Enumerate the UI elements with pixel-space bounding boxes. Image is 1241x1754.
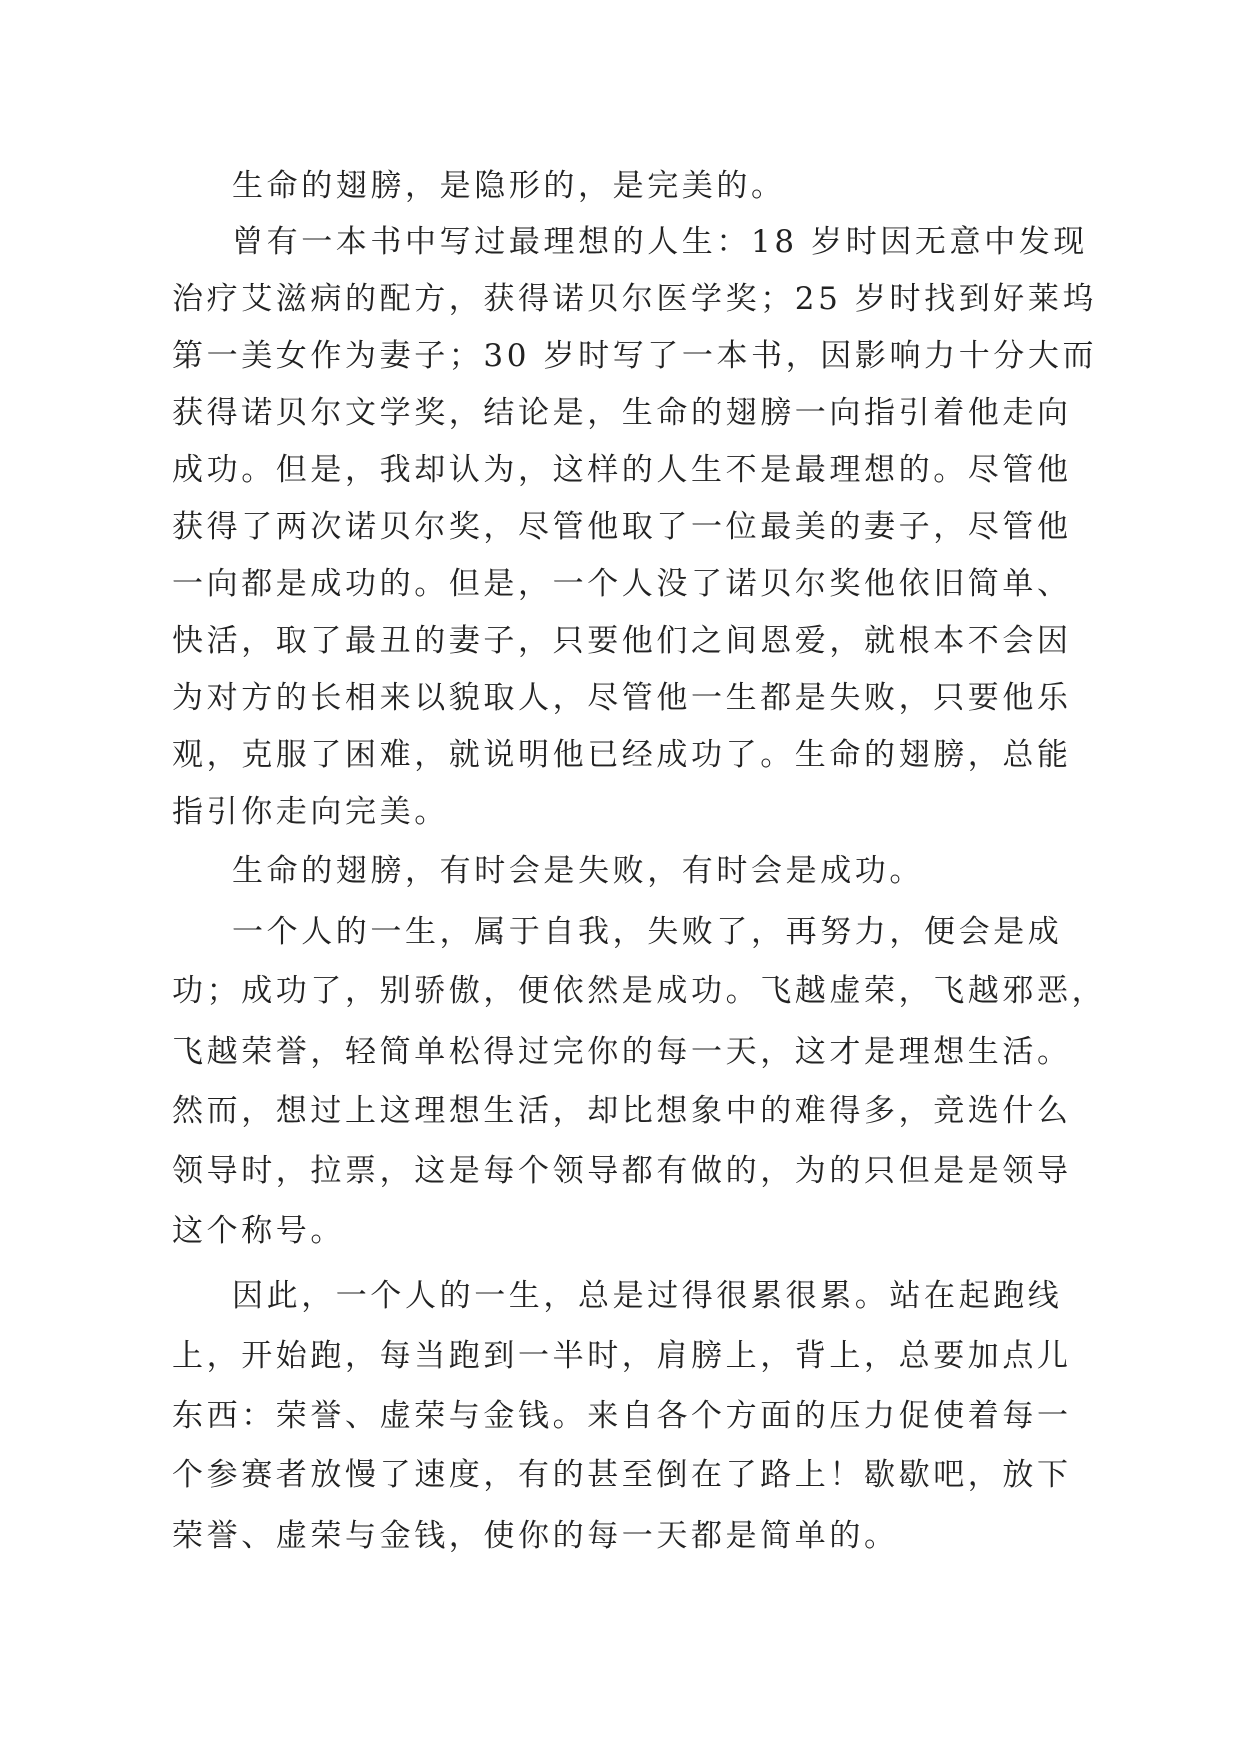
text-line: 成功。但是，我却认为，这样的人生不是最理想的。尽管他 [172,452,1072,488]
text-line: 指引你走向完美。 [172,794,449,830]
text-line: 曾有一本书中写过最理想的人生：18 岁时因无意中发现 [232,224,1088,260]
text-line: 领导时，拉票，这是每个领导都有做的，为的只但是是领导 [172,1153,1072,1189]
text-line: 功；成功了，别骄傲，便依然是成功。飞越虚荣，飞越邪恶， [172,973,1107,1009]
text-line: 观，克服了困难，就说明他已经成功了。生命的翅膀，总能 [172,737,1072,773]
text-line: 荣誉、虚荣与金钱，使你的每一天都是简单的。 [172,1518,899,1554]
text-line: 因此，一个人的一生，总是过得很累很累。站在起跑线 [232,1278,1063,1314]
text-line: 生命的翅膀，有时会是失败，有时会是成功。 [232,853,924,889]
text-line: 个参赛者放慢了速度，有的甚至倒在了路上！歇歇吧，放下 [172,1457,1072,1493]
text-line: 飞越荣誉，轻简单松得过完你的每一天，这才是理想生活。 [172,1034,1072,1070]
text-line: 第一美女作为妻子；30 岁时写了一本书，因影响力十分大而 [172,338,1098,374]
text-line: 治疗艾滋病的配方，获得诺贝尔医学奖；25 岁时找到好莱坞 [172,281,1098,317]
text-line: 为对方的长相来以貌取人，尽管他一生都是失败，只要他乐 [172,680,1072,716]
text-line: 快活，取了最丑的妻子，只要他们之间恩爱，就根本不会因 [172,623,1072,659]
text-line: 获得诺贝尔文学奖，结论是，生命的翅膀一向指引着他走向 [172,395,1072,431]
text-line: 然而，想过上这理想生活，却比想象中的难得多，竞选什么 [172,1093,1072,1129]
text-line: 上，开始跑，每当跑到一半时，肩膀上，背上，总要加点儿 [172,1338,1072,1374]
text-line: 获得了两次诺贝尔奖，尽管他取了一位最美的妻子，尽管他 [172,509,1072,545]
text-line: 这个称号。 [172,1213,345,1249]
text-line: 生命的翅膀，是隐形的，是完美的。 [232,168,786,204]
text-line: 东西：荣誉、虚荣与金钱。来自各个方面的压力促使着每一 [172,1398,1072,1434]
text-line: 一个人的一生，属于自我，失败了，再努力，便会是成 [232,914,1063,950]
text-line: 一向都是成功的。但是，一个人没了诺贝尔奖他依旧简单、 [172,566,1072,602]
